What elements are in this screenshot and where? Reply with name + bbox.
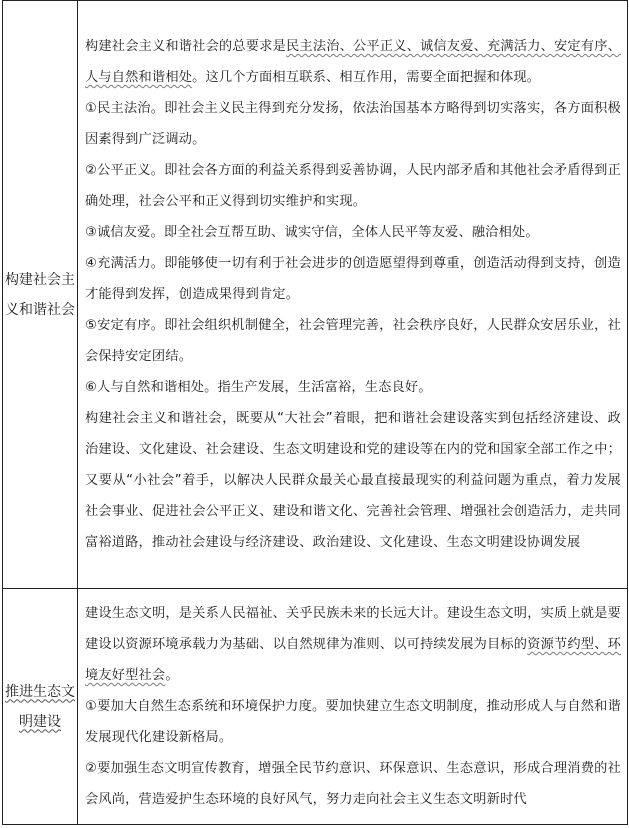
- row-label-ecological-civilization: [3, 589, 78, 825]
- point-integrity-fraternity: ③诚信友爱。即全社会互帮互助、诚实守信，全体人民平等友爱、融洽相处。: [85, 225, 539, 240]
- row-content-harmonious-society: [78, 1, 628, 589]
- row-content-ecological-civilization: [78, 589, 628, 825]
- emphasized-requirements: 民主法治、公平正义、诚信友爱、充满活力、安定有序、人与自然和谐相处: [85, 39, 622, 85]
- content-table: [2, 0, 628, 825]
- emphasized-society-type: 资源节约型、环境友好型社会: [85, 637, 621, 683]
- intro-text: 构建社会主义和谐社会的总要求是: [85, 39, 287, 54]
- point-harmony-with-nature: ⑥人与自然和谐相处。指生产发展，生活富裕，生态良好。: [85, 380, 432, 395]
- point-democracy-rule-of-law: ①民主法治。即社会主义民主得到充分发扬，依法治国基本方略得到切实落实，各方面积极因素得到广泛调动。: [85, 101, 621, 147]
- point-stability-order: ⑤安定有序。即社会组织机制健全，社会管理完善，社会秩序良好，人民群众安居乐业，社会保持安定团结。: [85, 318, 621, 364]
- row-label-harmonious-society: 构建社会主义和谐社会: [3, 1, 78, 589]
- intro-text-suffix: 。这几个方面相互联系、相互作用，需要全面把握和体现。: [192, 70, 541, 85]
- point-ecological-education: ②要加强生态文明宣传教育，增强全民节约意识、环保意识、生态意识，形成合理消费的社会风尚，营造爱护生态环境的良好风气，努力走向社会主义生态文明新时代: [85, 761, 621, 807]
- intro-paragraph: [85, 598, 621, 691]
- table-row-harmonious-society: [3, 1, 628, 589]
- closing-paragraph: 构建社会主义和谐社会，既要从“大社会”着眼，把和谐社会建设落实到包括经济建设、政治建设、文化建设、社会建设、生态文明建设和党的建设等在内的党和国家全部工作之中；又要从“小社会”着手，以解决人民群众最关心最直接最现实的利益问题为重点，着力发展社会事业、促进社会公平正义、建设和谐文化、完善社会管理、增强社会创造活力，走共同富裕道路，推动社会建设与经济建设、政治建设、文化建设、生态文明建设协调发展: [85, 411, 621, 550]
- table-row-ecological-civilization: [3, 589, 628, 825]
- row-label-text: 推进生态文明建设: [5, 683, 75, 730]
- point-fairness-justice: ②公平正义。即社会各方面的利益关系得到妥善协调，人民内部矛盾和其他社会矛盾得到正确处理，社会公平和正义得到切实维护和实现。: [85, 163, 621, 209]
- intro-text-suffix: 。: [165, 668, 179, 683]
- intro-paragraph: [85, 31, 621, 93]
- intro-text: 建设生态文明，是关系人民福祉、关乎民族未来的长远大计。建设生态文明，实质上就是要建设以资源环境承载力为基础、以自然规律为准则、以可持续发展为目标的: [85, 606, 621, 652]
- point-ecosystem-protection: ①要加大自然生态系统和环境保护力度。要加快建立生态文明制度，推动形成人与自然和谐发展现代化建设新格局。: [85, 699, 621, 745]
- point-vitality: ④充满活力。即能够使一切有利于社会进步的创造愿望得到尊重，创造活动得到支持，创造才能得到发挥，创造成果得到肯定。: [85, 256, 621, 302]
